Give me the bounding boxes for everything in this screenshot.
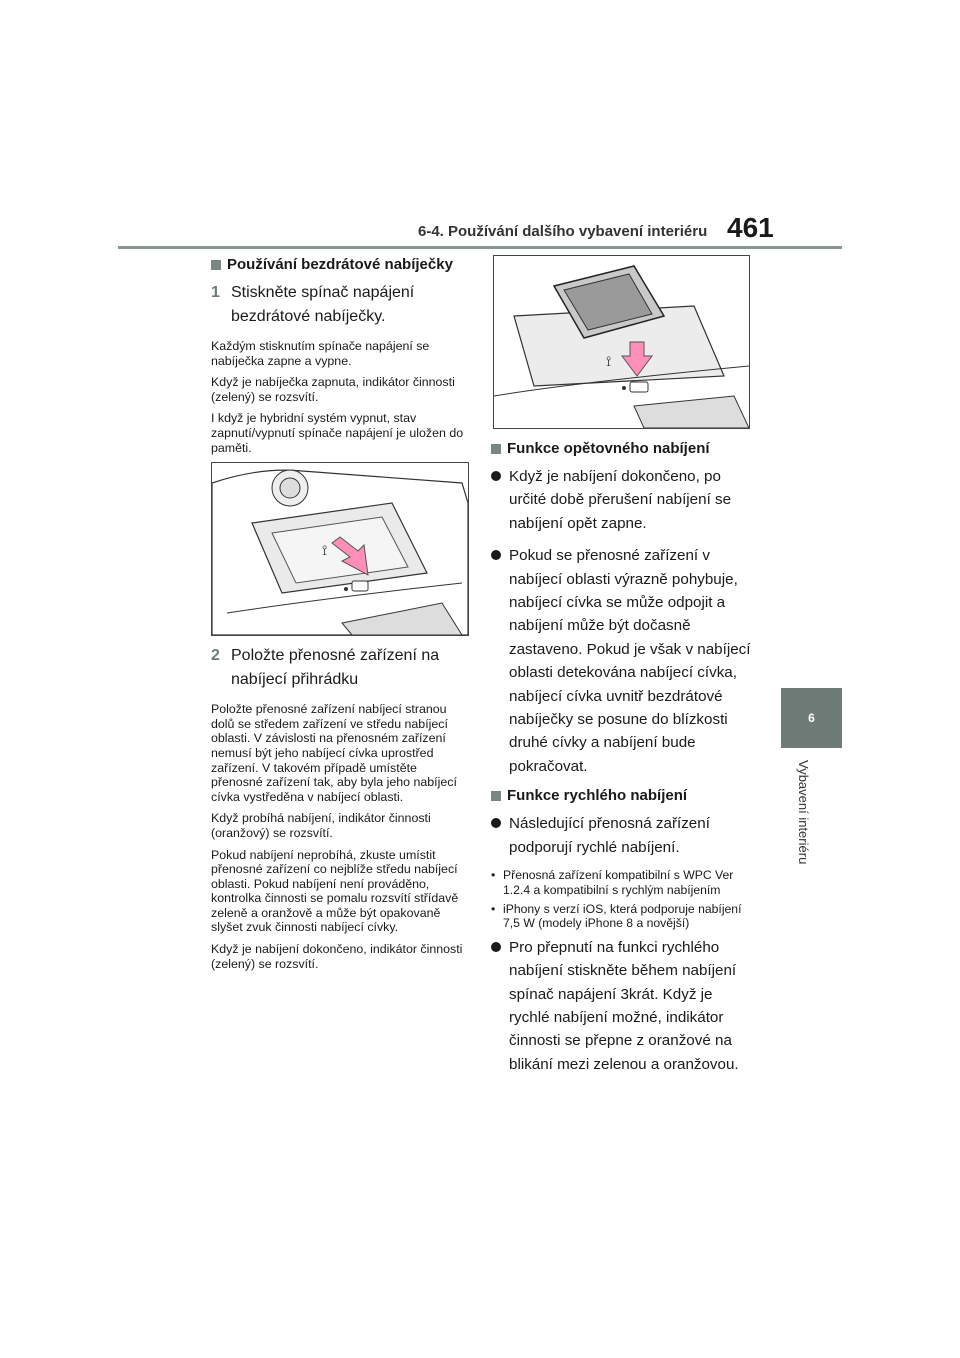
list-item: Následující přenosná zařízení podporují rychlé nabíjení.: [491, 812, 751, 859]
header-rule: [118, 246, 842, 249]
note: Když probíhá nabíjení, indikátor činnosti (oranžový) se rozsvítí.: [211, 811, 431, 840]
square-bullet-icon: [491, 791, 501, 801]
right-column: [491, 440, 751, 1085]
note: Každým stisknutím spínače napájení se nabíječka zapne a vypne.: [211, 339, 430, 368]
note: Když je nabíjení dokončeno, indikátor činnosti (zelený) se rozsvítí.: [211, 942, 463, 971]
note: Pokud nabíjení neprobíhá, zkuste umístit přenosné zařízení co nejblíže středu nabíjecí oblasti. Pokud nabíjení není prováděno, kontrolka činnosti se pomalu rozsvítí střídavě zeleně a oranžově a může být opakovaně slyšet zvuk činnosti nabíjecí cívky.: [211, 847, 459, 935]
step-number: 2: [211, 647, 220, 665]
page-number: 461: [727, 212, 774, 243]
section-heading-recharge: Funkce opětovného nabíjení: [491, 440, 751, 457]
side-tab: [781, 688, 842, 748]
square-bullet-icon: [211, 260, 221, 270]
step-2: [211, 644, 471, 692]
figure-charger-switch: [211, 462, 469, 636]
sub-list-item: • iPhony s verzí iOS, která podporuje nabíjení 7,5 W (modely iPhone 8 a novější): [491, 901, 742, 931]
wireless-charge-icon: ⟟: [322, 543, 328, 560]
round-bullet-icon: [491, 818, 501, 828]
figure-phone-placement: [493, 255, 750, 429]
step-1: [211, 281, 471, 329]
chapter-number: 6: [808, 711, 815, 725]
chapter-title-vertical: Vybavení interiéru: [796, 760, 811, 865]
wireless-charge-icon: ⟟: [606, 354, 612, 370]
round-bullet-icon: [491, 942, 501, 952]
header-section: 6-4. Používání dalšího vybavení interiéru: [418, 223, 708, 240]
square-bullet-icon: [491, 444, 501, 454]
step-text: Položte přenosné zařízení na nabíjecí přihrádku: [231, 647, 440, 689]
list-item: Pokud se přenosné zařízení v nabíjecí oblasti výrazně pohybuje, nabíjecí cívka se může odpojit a nabíjení může být dočasně zastaveno. Pokud je však v nabíjecí oblasti detekována nabíjecí cívka, nabíjecí cívka uvnitř bezdrátové nabíječky se posune do blízkosti druhé cívky a nabíjení bude pokračovat.: [491, 544, 751, 778]
section-heading-fast: Funkce rychlého nabíjení: [491, 787, 751, 804]
sub-list-item: • Přenosná zařízení kompatibilní s WPC Ver 1.2.4 a kompatibilní s rychlým nabíjením: [491, 868, 734, 897]
section-heading-wireless: Používání bezdrátové nabíječky: [211, 256, 471, 273]
step-number: 1: [211, 284, 220, 301]
round-bullet-icon: [491, 471, 501, 481]
list-item: Když je nabíjení dokončeno, po určité době přerušení nabíjení se nabíjení opět zapne.: [491, 465, 751, 535]
left-column: [211, 256, 471, 978]
round-bullet-icon: [491, 550, 501, 560]
note: Když je nabíječka zapnuta, indikátor činnosti (zelený) se rozsvítí.: [211, 375, 455, 404]
note: Položte přenosné zařízení nabíjecí stranou dolů se středem zařízení ve středu nabíjecí oblasti. V závislosti na přenosném zařízení nemusí být jeho nabíjecí cívka uprostřed zařízení. V takovém případě umístěte přenosné zařízení tak, aby byla jeho nabíjecí cívka vystředěna v nabíjecí oblasti.: [211, 702, 457, 804]
note: I když je hybridní systém vypnut, stav zapnutí/vypnutí spínače napájení je uložen do paměti.: [211, 411, 464, 455]
list-item: Pro přepnutí na funkci rychlého nabíjení stiskněte během nabíjení spínač napájení 3krát. Když je rychlé nabíjení možné, indikátor činnosti se přepne z oranžové na blikání mezi zelenou a oranžovou.: [491, 936, 751, 1076]
step-text: Stiskněte spínač napájení bezdrátové nabíječky.: [231, 284, 415, 325]
